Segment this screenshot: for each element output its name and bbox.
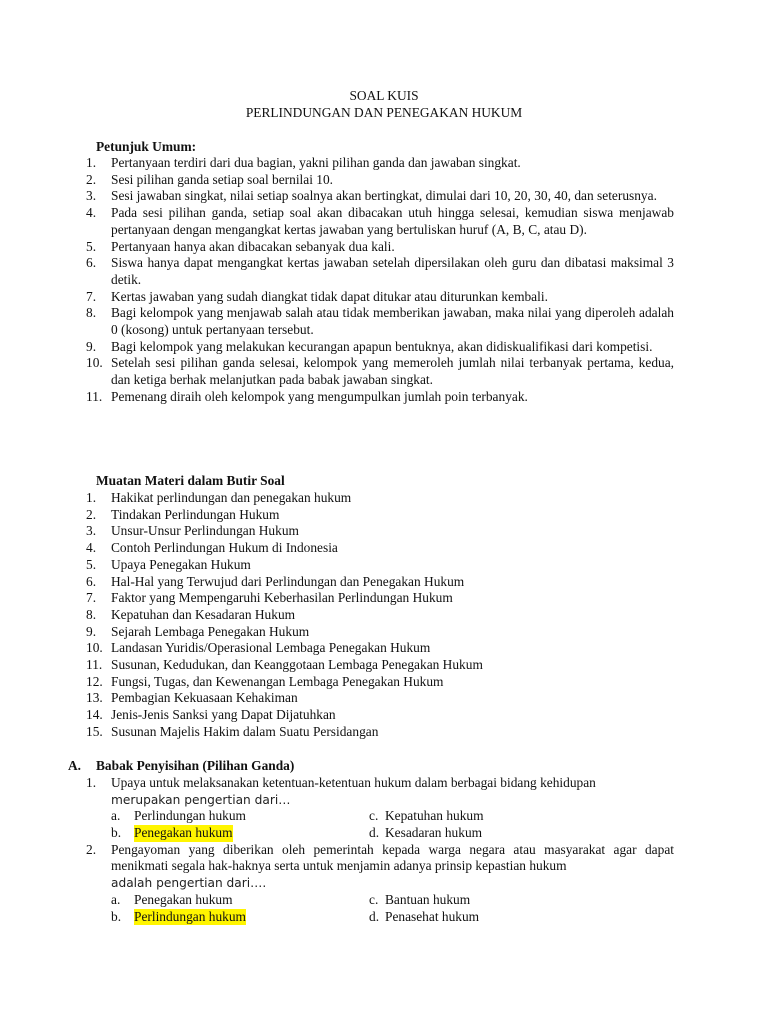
options-row: b. Perlindungan hukum d. Penasehat hukum — [111, 908, 480, 924]
list-text: Tindakan Perlindungan Hukum — [111, 506, 280, 522]
list-item — [86, 389, 674, 406]
list-number: 2. — [86, 171, 97, 187]
list-number: 4. — [86, 205, 97, 221]
list-text: Sesi pilihan ganda setiap soal bernilai 10. — [111, 171, 334, 187]
question-number: 2. — [86, 841, 97, 857]
list-text: Susunan Majelis Hakim dalam Suatu Persidangan — [111, 723, 379, 739]
list-number: 2. — [86, 506, 97, 522]
list-text: Hal-Hal yang Terwujud dari Perlindungan dan Penegakan Hukum — [111, 573, 465, 589]
question-tail: merupakan pengertian dari… — [111, 792, 291, 807]
list-number: 7. — [86, 288, 97, 304]
petunjuk-heading: Petunjuk Umum: — [96, 139, 197, 154]
list-number: 13. — [86, 690, 103, 706]
list-item — [86, 507, 674, 524]
list-text: Unsur-Unsur Perlindungan Hukum — [111, 523, 299, 539]
list-item — [86, 657, 674, 674]
list-text: Sejarah Lembaga Penegakan Hukum — [111, 623, 310, 639]
list-item — [86, 205, 674, 238]
highlighted-answer: Perlindungan hukum — [134, 908, 246, 924]
list-item — [86, 590, 674, 607]
list-text: Pembagian Kekuasaan Kehakiman — [111, 690, 298, 706]
list-number: 4. — [86, 540, 97, 556]
list-text: Sesi jawaban singkat, nilai setiap soalnya akan bertingkat, dimulai dari 10, 20, 30, 40, dan seterusnya. — [111, 188, 657, 204]
list-item — [86, 707, 674, 724]
list-item — [86, 724, 674, 741]
list-number: 8. — [86, 305, 97, 321]
question-item — [86, 775, 674, 842]
list-item — [86, 574, 674, 591]
list-item — [86, 607, 674, 624]
list-number: 10. — [86, 640, 103, 656]
list-number: 9. — [86, 338, 97, 354]
list-number: 5. — [86, 556, 97, 572]
list-item — [86, 305, 674, 338]
list-item — [86, 172, 674, 189]
list-number: 5. — [86, 238, 97, 254]
list-item — [86, 640, 674, 657]
document-title: SOAL KUIS — [349, 88, 419, 103]
list-item — [86, 188, 674, 205]
list-item — [86, 690, 674, 707]
list-item — [86, 339, 674, 356]
list-number: 3. — [86, 188, 97, 204]
list-text: Upaya Penegakan Hukum — [111, 556, 251, 572]
list-item — [86, 155, 674, 172]
question-text: Pengayoman yang diberikan oleh pemerintah kepada warga negara atau masyarakat agar dapat menikmati segala hak-haknya serta untuk menjamin adanya prinsip kepastian hukum — [111, 841, 674, 874]
options-row: b. Penegakan hukum d. Kesadaran hukum — [111, 825, 483, 841]
list-text: Pertanyaan hanya akan dibacakan sebanyak dua kali. — [111, 238, 395, 254]
question-tail: adalah pengertian dari…. — [111, 876, 267, 891]
muatan-list — [86, 490, 674, 741]
list-item — [86, 355, 674, 388]
list-text: Setelah sesi pilihan ganda selesai, kelompok yang memeroleh jumlah nilai terbanyak pertama, kedua, dan ketiga berhak melanjutkan pada babak jawaban singkat. — [111, 355, 674, 388]
list-number: 11. — [86, 657, 103, 673]
list-number: 7. — [86, 590, 97, 606]
list-number: 3. — [86, 523, 97, 539]
list-item — [86, 540, 674, 557]
section-a-letter: A. — [68, 758, 82, 773]
list-text: Pertanyaan terdiri dari dua bagian, yakni pilihan ganda dan jawaban singkat. — [111, 155, 521, 170]
list-text: Landasan Yuridis/Operasional Lembaga Penegakan Hukum — [111, 640, 431, 656]
document-subtitle: PERLINDUNGAN DAN PENEGAKAN HUKUM — [245, 105, 523, 120]
list-text: Bagi kelompok yang melakukan kecurangan apapun bentuknya, akan didiskualifikasi dari kompetisi. — [111, 338, 653, 354]
list-number: 9. — [86, 623, 97, 639]
muatan-heading: Muatan Materi dalam Butir Soal — [96, 473, 285, 488]
list-item — [86, 239, 674, 256]
options-row: a. Penegakan hukum c. Bantuan hukum — [111, 891, 471, 907]
list-item — [86, 557, 674, 574]
list-text: Faktor yang Mempengaruhi Keberhasilan Perlindungan Hukum — [111, 590, 453, 606]
highlighted-answer: Penegakan hukum — [134, 825, 233, 841]
list-text: Siswa hanya dapat mengangkat kertas jawaban setelah dipersilakan oleh guru dan dibatasi maksimal 3 detik. — [111, 255, 674, 287]
list-number: 1. — [86, 490, 97, 505]
list-text: Kertas jawaban yang sudah diangkat tidak dapat ditukar atau diturunkan kembali. — [111, 288, 548, 304]
list-text: Kepatuhan dan Kesadaran Hukum — [111, 606, 296, 622]
section-a-heading: Babak Penyisihan (Pilihan Ganda) — [96, 758, 295, 773]
list-item — [86, 674, 674, 691]
list-number: 15. — [86, 723, 103, 739]
list-text: Contoh Perlindungan Hukum di Indonesia — [111, 540, 338, 556]
list-number: 11. — [86, 388, 103, 404]
question-item — [86, 842, 674, 925]
list-text: Fungsi, Tugas, dan Kewenangan Lembaga Penegakan Hukum — [111, 673, 444, 689]
list-item — [86, 255, 674, 288]
list-number: 6. — [86, 255, 97, 271]
list-text: Bagi kelompok yang menjawab salah atau tidak memberikan jawaban, maka nilai yang diperoleh adalah 0 (kosong) untuk pertanyaan tersebut. — [111, 305, 674, 338]
list-item — [86, 289, 674, 306]
question-list — [86, 775, 674, 925]
list-text: Susunan, Kedudukan, dan Keanggotaan Lembaga Penegakan Hukum — [111, 657, 483, 673]
list-item — [86, 624, 674, 641]
list-number: 14. — [86, 707, 103, 723]
list-item — [86, 490, 674, 507]
list-number: 8. — [86, 606, 97, 622]
list-text: Hakikat perlindungan dan penegakan hukum — [111, 490, 352, 505]
list-text: Pemenang diraih oleh kelompok yang mengumpulkan jumlah poin terbanyak. — [111, 388, 528, 404]
list-text: Jenis-Jenis Sanksi yang Dapat Dijatuhkan — [111, 707, 336, 723]
list-number: 6. — [86, 573, 97, 589]
list-item — [86, 523, 674, 540]
options-row: a. Perlindungan hukum c. Kepatuhan hukum — [111, 808, 484, 824]
question-text: Upaya untuk melaksanakan ketentuan-ketentuan hukum dalam berbagai bidang kehidupan — [111, 775, 596, 790]
list-number: 1. — [86, 155, 97, 170]
list-number: 12. — [86, 673, 103, 689]
list-text: Pada sesi pilihan ganda, setiap soal akan dibacakan utuh hingga selesai, kemudian siswa menjawab pertanyaan dengan mengangkat kertas jawaban yang bertuliskan huruf (A, B, C, atau D). — [111, 205, 674, 237]
petunjuk-list — [86, 155, 674, 406]
question-number: 1. — [86, 775, 97, 790]
list-number: 10. — [86, 355, 103, 371]
